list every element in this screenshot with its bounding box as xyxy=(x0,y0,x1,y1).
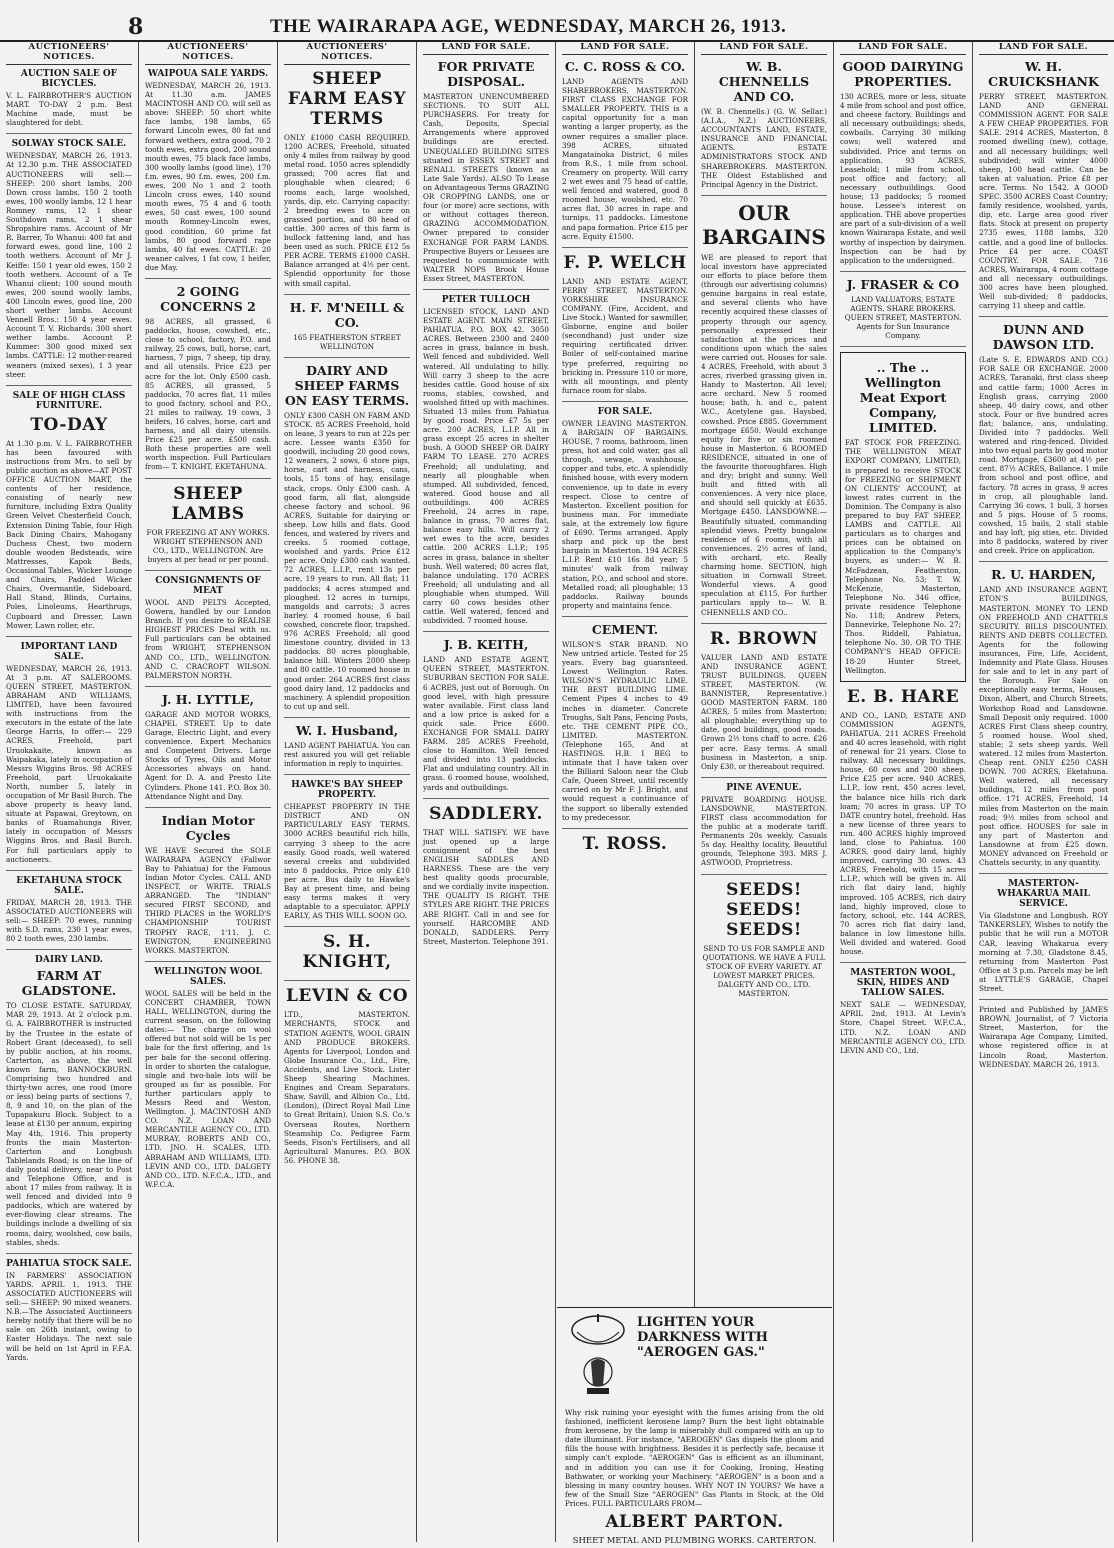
ad-heading: SHEEP LAMBS xyxy=(171,483,245,524)
ad xyxy=(562,253,688,402)
ad xyxy=(284,932,410,981)
ad-heading: Indian Motor Cycles xyxy=(161,812,255,843)
ad-body: 98 ACRES, all grassed, 6 paddocks, house, cowshed, etc., close to school, factory, P.O. and railway, 25 cows, bull, horse, cart, harness, 7 pigs, 7 sheep, tip dray, and all utensils. Price £23 per acre for the lot. Only £500 cash. 85 ACRES, all grassed, 5 paddocks, 70 acres flat, 11 miles to good factory, school and P.O., 21 miles to railway. 19 cows, 3 heifers, 16 calves, horse, cart and harness, and all dairy utensils. Price £25 per acre. £500 cash. Both these properties are well worth inspection. Full Particulars from— T. KNIGHT, EKETAHUNA. xyxy=(145,316,271,472)
ad-headline: TO-DAY xyxy=(30,414,108,435)
ad-body: CHEAPEST PROPERTY IN THE DISTRICT AND ON PARTICULARLY EASY TERMS. 3000 ACRES beautiful rich hills, carrying 3 sheep to the acre easily. Good roads, well watered several creeks and subdivided into 8 paddocks. Price only £10 per acre. Bus daily to Hawke's Bay at present time, and being easy terms makes it very adaptable to a speculator. APPLY EARLY, AS THIS WILL SOON GO. xyxy=(284,802,410,921)
aerogen-headline: LIGHTEN YOUR DARKNESS WITH "AEROGEN GAS." xyxy=(637,1315,768,1360)
ad xyxy=(145,69,271,279)
ad xyxy=(145,284,271,479)
ad-body: WOOL SALES will be held in the CONCERT CHAMBER, TOWN HALL, WELLINGTON, during the current season, on the following dates:— The charge on wool offered but not sold will be 1s per bale for the first offering, and 1s per bale for the second offering. In order to shorten the catalogue, single and two-bale lots will be grouped as far as possible. For further particulars apply to Messrs Reed and Weston, Wellington. J. MACINTOSH AND CO. N.Z. LOAN AND MERCANTILE AGENCY CO., LTD. MURRAY, ROBERTS AND CO., LTD. JNO. H. SCALES, LTD. ABRAHAM AND WILLIAMS, LTD. LEVIN AND CO., LTD. DALGETY AND CO., LTD. N.F.C.A., LTD., and W.F.C.A. xyxy=(145,988,271,1189)
ad-body: WE HAVE Secured the SOLE WAIRARAPA AGENCY (Fallwor Bay to Pahiatua) for the Famous Indian Motor Cycles. CALL AND INSPECT, or WRITE. TRIALS ARRANGED. The "INDIAN" secured FIRST SECOND, and THIRD PLACES in the WORLD'S CHAMPIONSHIP TOURIST TROPHY RACE, 1'11. J. C. EWINGTON, ENGINEERING WORKS. MASTERTON. xyxy=(145,845,271,955)
ad xyxy=(284,723,410,775)
masthead xyxy=(0,0,1114,42)
column-3 xyxy=(278,42,417,1542)
ad-body: NEXT SALE — WEDNESDAY, APRIL 2nd, 1913. At Levin's Store, Chapel Street. W.F.C.A., LTD. N.Z. LOAN AND MERCANTILE AGENCY CO., LTD. LEVIN AND CO., Ltd. xyxy=(840,1000,966,1055)
ad-body: WEDNESDAY, MARCH 26, 1913. At 3 p.m. AT SALEROOMS. QUEEN STREET, MASTERTON. ABRAHAM AND WILLIAMS, LIMITED, have been favoured with instructions from the executors in the estate of the late George Harris, to offer:— 229 ACRES, Freehold, part Uruokakaite, known as Waipakaka, lately in occupation of Messrs Wiggins Bros. 98 ACRES Freehold, part Uruokakaite North, number 5, lately in occupation of Mr Basil Burch. The above property is heavy land, situate at Papawai, Greytown, on banks of Ruamahunga River, lately in occupation of Messrs Wiggins Bros. and Basil Burch. For full particulars apply to auctioneers. xyxy=(6,663,132,864)
ad-body: LAND AND INSURANCE AGENT, ETON'S BUILDINGS, MASTERTON. MONEY TO LEND ON FREEHOLD AND CHATTELS SECURITY. BILLS DISCOUNTED. RENTS AND DEBTS COLLECTED. Agents for the following insurances, Fire, Life, Accident, Indemnity and Plate Glass. Houses for sale and to let in any part of the Borough. For Sale on exceptionally easy terms, Houses, Dixon, Albert, and Church Streets, Workshop Road and Lansdowne. Small Deposit only required. 1000 ACRES First Class sheep country, 5 roomed house. Wool shed, stable; 2 sets sheep yards. Well watered. 12 miles from Masterton. Cheap rent. ONLY £250 CASH DOWN. 700 ACRES, Eketahuna. Well watered, all necessary buildings, 12 miles from post office. 171 ACRES, Freehold, 14 miles from Masterton on the main road; 9½ miles from school and post office. HOUSES for sale in any part of Masterton and Lansdowne at from £25 down. MONEY advanced on Freehold or Chattels security, in any quantity. xyxy=(979,585,1108,868)
ad xyxy=(284,986,410,1171)
ad-heading: IMPORTANT LAND SALE. xyxy=(20,641,118,662)
aerogen-ad xyxy=(557,1307,832,1547)
ad-heading: PINE AVENUE. xyxy=(726,782,802,793)
ad-heading: C. C. ROSS & CO. xyxy=(564,59,686,74)
aerogen-signature: ALBERT PARTON. xyxy=(605,1512,784,1533)
ad-heading: .. The .. Wellington Meat Export Company, LIMITED. xyxy=(859,360,947,436)
ad-heading: J. H. LYTTLE, xyxy=(162,691,254,707)
column-header: AUCTIONEERS' NOTICES. xyxy=(284,42,410,65)
ad-heading: FOR SALE. xyxy=(597,406,653,417)
ad-body: FRIDAY, MARCH 28, 1913. THE ASSOCIATED AUCTIONEERS will sell:— SHEEP: 70 ewes, running with S.D. rams, 230 1 year ewes, 80 2 tooth ewes, 230 lambs. xyxy=(6,897,132,944)
ad-heading: GOOD DAIRYING PROPERTIES. xyxy=(842,59,964,89)
ad-body: TO CLOSE ESTATE. SATURDAY, MAR 29, 1913. At 2 o'clock p.m. G. A. FAIRBROTHER is instructed by the Trustee in the estate of Robert Grant (deceased), to sell by public auction, at his rooms, Carterton, as above, the well known farm, BANNOCKBURN. Comprising two hundred and thirty-two acres, one rood (more or less) being parts of sections 7, 8, 9 and 10, on the plan of the Tupapakuru Block. Subject to a lease at £130 per annum, expiring May 4th, 1916. This property fronts the main Masterton-Carterton and Longbush Tablelands Road; is on the line of daily postal delivery, near to Post and Telephone Office, and is about 17 miles from railway. It is well fenced and divided into 9 paddocks, which are watered by ever-flowing clear streams. The buildings include a dwelling of six rooms, dairy, woolshed, cow bails, stables, sheds. xyxy=(6,1001,132,1247)
ad-heading: EKETAHUNA STOCK SALE. xyxy=(16,875,122,896)
ad xyxy=(284,780,410,927)
ad-heading: WAIPOUA SALE YARDS. xyxy=(147,69,269,79)
ad-heading: FOR PRIVATE DISPOSAL. xyxy=(437,59,535,89)
ad-body: WILSON'S STAR BRAND. NO New untried article. Tested for 25 years. Every bag guaranteed. Lowest Wellington Rates. WILSON'S HYDRAULIC LIME. THE BEST BUILDING LIME. Cement Pipes 4 inches to 49 inches in diameter. Concrete Troughs, Salt Pans, Fencing Posts, etc. THE CEMENT PIPE CO., LIMITED. MASTERTON. (Telephone 165, And at HASTINGS. H.B. I BEG to intimate that I have taken over the Billiard Saloon near the Club Cafe, Queen Street, until recently carried on by Mr F. J. Bright, and would request a continuance of the support so liberally extended to my predecessor. xyxy=(562,639,688,822)
ad xyxy=(562,622,688,829)
column-8 xyxy=(973,42,1114,1542)
ad xyxy=(423,295,549,632)
ad-body: (Late S. E. EDWARDS AND CO.) FOR SALE OR EXCHANGE. 2000 ACRES, Taranaki, first class sheep and cattle farm; 1000 Acres in English grass, carrying 2000 sheep, 40 dairy cows, and other stock. Four or five hundred acres flat; balance, ans, undulating. Divided into 7 paddocks. Well watered and ring-fenced. Divided into two equal parts by good motor road. Mortgage, £3600 at 4½ per cent. 87½ ACRES, Ballance. 1 mile from school and post office, and factory. 78 acres in grass, 9 acres in crop, all ploughable land. Carrying 36 cows, 1 bull, 3 horses and 5 pigs. House of 5 rooms, cowshed, 15 bails, 2 stall stable and hay loft, pig sties, etc. Divided into 8 paddocks, watered by river and creek. Price on application. xyxy=(979,355,1108,556)
column-header: LAND FOR SALE. xyxy=(423,42,549,55)
ad xyxy=(145,576,271,687)
ad xyxy=(6,955,132,1254)
ad-body: OWNER LEAVING MASTERTON. A BARGAIN OF BARGAINS. HOUSE, 7 rooms, bathroom, linen press, hot and cold water, gas all through, sewage, washhouse, copper and tubs, etc. A splendidly finished house, with every modern convenience, up to date in every respect. Close to centre of Masterton. Excellent position for business man. For immediate sale, at the extremely low figure of £690. Terms arranged. Apply sharp and pick up the best bargain in Masterton. 194 ACRES L.I.P. Rent £10 16s 8d year; 5 minutes' walk from railway station, P.O., and school and store. Metalled road; all ploughable; 13 paddocks. Railway bounds property and maintains fence. xyxy=(562,418,688,610)
ad-body: LICENSED STOCK, LAND AND ESTATE AGENT. MAIN STREET, PAHIATUA. P.O. BOX 42. 3050 ACRES. Between 2300 and 2400 acres in grass, balance in bush. Well fenced and subdivided. Well watered. All undulating to hilly. Will carry 3 sheep to the acre besides cattle. Good house of six rooms, stables, cowshed, and woolshed fitted up with machines. Situated 13 miles from Pahiatua by good road. Price £7 5s per acre. 200 ACRES, L.I.P. All in grass except 25 acres in shelter bush. A GOOD SHEEP OR DAIRY FARM TO LEASE. 270 ACRES Freehold; all undulating, and nearly all ploughable when stumped. All subdivided, fenced, watered. Good house and all outbuildings. 400 ACRES Freehold, 24 acres in rape, balance in grass, 70 acres flat, balance easy hills. Will carry 2 wet ewes to the acre, besides cattle. 200 ACRES L.I.P.; 195 acres in grass, balance in shelter bush. Well watered; 80 acres flat, balance undulating. 170 ACRES Freehold; all undulating and all ploughable when stumped. Will carry 60 cows besides other cattle. Well watered, fenced and subdivided. 7 roomed house. xyxy=(423,306,549,626)
ad-heading: MASTERTON-WHAKARUA MAIL SERVICE. xyxy=(997,879,1090,910)
ad-heading: MASTERTON WOOL, SKIN, HIDES AND TALLOW SALES. xyxy=(850,968,956,999)
ad xyxy=(145,484,271,571)
ad-heading: WELLINGTON WOOL SALES. xyxy=(154,966,262,987)
ad-heading: H. F. M'NEILL & CO. xyxy=(289,299,405,330)
ad-body: 130 ACRES, more or less, situate 4 mile from school and post office, and cheese factory. Buildings and all necessary outbuildings; sheds, cowbails. Carrying 30 milking cows; well watered and subdivided. Price and terms on application. 93 ACRES, Leasehold; 1 mile from school, post office and factory; all necessary outbuildings. Good house; 13 paddocks; 5 roomed house. Lessee's interest on application. THE above properties are part of a sub-division of a well known Wairarapa Estate, and well worthy of inspection by dairymen. Inspection can be had by application to the undersigned. xyxy=(840,92,966,265)
ad xyxy=(979,1005,1108,1075)
ad xyxy=(145,813,271,962)
aerogen-signature-sub: SHEET METAL AND PLUMBING WORKS. CARTERTON. xyxy=(572,1536,817,1547)
ad-body: IN FARMERS' ASSOCIATION YARDS. APRIL 1, 1913. THE ASSOCIATED AUCTIONEERS will sell:— SHEEP: 90 mixed weaners. N.B.—The Associated Auctioneers hereby notify that there will be no sale on 26th instant, owing to Easter Holidays. The next sale will be held on 1st April in F.F.A. Yards. xyxy=(6,1270,132,1362)
ad-body: LAND AND ESTATE AGENT, PERRY STREET, MASTERTON. YORKSHIRE INSURANCE COMPANY. (Fire, Accident, and Live Stock.) Wanted for sawmiller, Gisborne, engine and boiler (secondhand) just under size requiring certificated driver. Boiler of self-contained marine type preferred, requiring no bricking in. Pressure 110 or more, with all mountings, and plenty furnace room for slabs. xyxy=(562,276,688,395)
column-header: AUCTIONEERS' NOTICES. xyxy=(145,42,271,65)
ad-heading: SADDLERY. xyxy=(429,803,543,824)
ad-body: Via Gladstone and Longbush. ROY TANKERSLEY, Wishes to notify the public that he will run a MOTOR CAR, leaving Whakarua every morning at 7.30, Gladstone 8.45, returning from Masterton Post Office at 3 p.m. Parcels may be left at LYTTLE'S GARAGE, Chapel Street. xyxy=(979,911,1108,993)
ad xyxy=(840,687,966,964)
column-header: LAND FOR SALE. xyxy=(562,42,688,55)
ad xyxy=(840,968,966,1061)
ad-heading: PETER TULLOCH xyxy=(441,294,531,305)
lamp-row xyxy=(557,1308,832,1406)
ad-heading: DUNN AND DAWSON LTD. xyxy=(992,322,1095,353)
ad-body: MASTERTON UNENCUMBERED SECTIONS. TO SUIT ALL PURCHASERS. For treaty for Cash, Deposits, Special Arrangements where approved buildings are erected. UNEQUALLED BUILDING SITES situated in ESSEX STREET and RENALL STREETS (known as Late Sale Yards). ALSO To Lease on Advantageous Terms GRAZING OR CROPPING LANDS, one or four (or more) acre sections, with or without cottages thereon. GRAZING ACCOMMODATION. Owner prepared to consider EXCHANGE FOR FARM LANDS. Prospective Buyers or Lessees are requested to communicate with WALTER NOPS Brook House Essex Street, MASTERTON. xyxy=(423,92,549,283)
column-header: LAND FOR SALE. xyxy=(979,42,1108,55)
column-header: LAND FOR SALE. xyxy=(840,42,966,55)
ad xyxy=(701,783,827,875)
ad-body: SEND TO US FOR SAMPLE AND QUOTATIONS. WE HAVE A FULL STOCK OF EVERY VARIETY. AT LOWEST MARKET PRICES. DALGETY AND CO., LTD. MASTERTON. xyxy=(702,943,826,999)
ad xyxy=(701,629,827,778)
ad xyxy=(423,59,549,290)
ad-body: ONLY £1000 CASH REQUIRED. 1200 ACRES, Freehold, situated only 4 miles from railway by good metal road. 1050 acres splendidly grassed; 700 acres flat and ploughable when cleared; 6 rooms each, large woolshed, yards, dip, etc. Carrying capacity: 2 breeding ewes to acre on grassed portion, and 80 head of cattle. 300 acres of this farm is bullock fattening land, and has been used as such. PRICE £12 5s PER ACRE. TERMS £1000 CASH. Balance arranged at 4½ per cent. Splendid opportunity for those with small capital. xyxy=(284,133,410,288)
ad-heading: CONSIGNMENTS OF MEAT xyxy=(155,575,261,596)
ad-body: GARAGE AND MOTOR WORKS, CHAPEL STREET. Up to date Garage, Electric Light, and every convenience. Expert Mechanics and Competent Drivers. Large Stocks of Tyres, Oils and Motor Accessories always on hand. Agent for D. A. and Presto Lite Cylinders. Phone 141. P.O. Box 30. Attendance Night and Day. xyxy=(145,709,271,801)
ad-body: (W. B. Chennells.) (G. W. Sellar.) (A.I.A., N.Z.) AUCTIONEERS, ACCOUNTANTS LAND, ESTATE, INSURANCE AND FINANCIAL AGENTS. ESTATE ADMINISTRATORS STOCK AND SHAREBROKERS. MASTERTON. THE Oldest Established and Principal Agency in the District. xyxy=(701,107,827,189)
ad-heading: HAWKE'S BAY SHEEP PROPERTY. xyxy=(291,780,403,801)
ad xyxy=(284,300,410,358)
ad-heading: OUR BARGAINS xyxy=(702,200,826,249)
ad-body: WE are pleased to report that local investors have appreciated our efforts to place before them (through our advertising columns) genuine bargains in real estate, and several clients who have recently acquired these classes of property through our agency, personally expressed their satisfaction at the prices and conditions upon which the sales were carried out. Houses for sale. 4 ACRES, Freehold, with about 3 acres, riverbed grassing given in. Handy to Masterton. All level; acre orchard. New 5 roomed house; bath, h. and c., patent W.C., Acetylene gas. Haysbed, cowshed. Price £885. Government mortgage £650. Would exchange equity for five or six roomed house in Masterton. 6 ROOMED RESIDENCE, situated in one of the favourite thoroughfares. High and dry; bright and sunny. Well built and fitted with all conveniences. A very nice place, and should sell quickly at £635. Mortgage £450. LANSDOWNE.—Beautifully situated, commanding splendid views. Pretty bungalow residence of 6 rooms, with all conveniences. 2½ acres of land, with orchard, etc. Really charming home. SECTION, high situation in Cornwall Street. Wonderful views. A good speculation at £115. For further particulars apply to— W. B. CHENNELLS AND CO.. xyxy=(701,252,827,617)
ad-body: 165 FEATHERSTON STREET WELLINGTON xyxy=(293,332,401,351)
ad-body: PERRY STREET, MASTERTON. LAND AND GENERAL COMMISSION AGENT. FOR SALE A FEW CHEAP PROPERTIES. FOR SALE. 2914 ACRES, Masterton, 8 roomed dwelling (new), cottage, and all necessary buildings; well subdivided; will winter 4000 sheep, 100 head cattle. Can be taken at valuation. Price £8 per acre. Terms. No 1542. A GOOD SPEC. 3500 ACRES Coast Country; family residence, woolshed, yards, dip, etc. Large area good river flats. Stock at present on property 2735 ewes, 1188 lambs, 320 cattle, and a good line of bullocks. Price £4 per acre. COAST COUNTRY. FOR SALE. 716 ACRES, Wairarapa, 4 room cottage and all necessary outbuildings. 300 acres have been ploughed. Well sub-divided; 8 paddocks, carrying 11 sheep and cattle. xyxy=(979,92,1108,311)
column-header: LAND FOR SALE. xyxy=(701,42,827,55)
ad-heading: E. B. HARE xyxy=(846,686,960,707)
ad-body: LAND AND ESTATE AGENT, QUEEN STREET, MASTERTON. SUBURBAN SECTION FOR SALE. 6 ACRES, just out of Borough. On good level, with high pressure water available. First class land and a low price is asked for a quick sale. Price £600. EXCHANGE FOR SMALL DAIRY FARM. 285 ACRES Freehold, close to Hamilton. Well fenced and divided into 13 paddocks. Flat and undulating country. All in grass. 6 roomed house, woolshed, yards and outbuildings. xyxy=(423,655,549,792)
ad-heading: F. P. WELCH xyxy=(563,252,687,273)
ad-heading: W. H. CRUICKSHANK xyxy=(988,59,1099,89)
column-1 xyxy=(0,42,139,1542)
imprint: Printed and Published by JAMES BROWN, Journalist, of 7 Victoria Street, Masterton, for the Wairarapa Age Company, Limited, whose registered office is at Lincoln Road, Masterton. WEDNESDAY, MARCH 26, 1913. xyxy=(979,1005,1108,1069)
ad-heading: W. I. Husband, xyxy=(295,722,399,738)
ad-body: FOR FREEZING AT ANY WORKS. WRIGHT STEPHENSON AND CO., LTD., WELLINGTON. Are buyers at per head or per pound. xyxy=(146,527,270,564)
ad xyxy=(6,876,132,950)
ad-body: THAT WILL SATISFY. WE have just opened up a large consignment of the best ENGLISH SADDLES AND HARNESS. These are the very best quality goods procurable, and we cordially invite inspection. THE QUALITY IS RIGHT. THE STYLES ARE RIGHT. THE PRICES ARE RIGHT. Call in and see for yourself. HARCOMBE AND DONALD, SADDLERS. Perry Street, Masterton. Telephone 391. xyxy=(423,827,549,946)
ad-body: ONLY £300 CASH ON FARM AND STOCK. 85 ACRES Freehold, hold on lease, 3 years to run at 22s per acre. Lessee wants £350 for goodwill, including 20 good cows, 12 weaners, 2 sows, 6 store pigs, horse, cart and harness, cans, tools, 15 tons of hay, ensilage stack, crops. Only £300 cash. A good farm, all flat, alongside cheese factory and school. 96 ACRES, Suitable for dairying or sheep. Low hills and flats. Good fences, and watered by rivers and creeks. 5 roomed cottage, woolshed and yards. Price £12 per acre. Only £300 cash wanted. 72 ACRES, L.I.P., rent 13s per acre, 19 years to run. All flat; 11 paddocks; 4 acres stumped and ploughed. 12 acres in turnips, mangolds and carrots; 3 acres barley. 4 roomed house, 6 bail cowshed, concrete floor, trapshed. 976 ACRES Freehold; all good limestone country, divided in 13 paddocks. 80 acres ploughable, balance hill. Winters 2000 sheep and 80 cattle. 10 roomed house in good order. 264 ACRES first class good dairy land, 12 paddocks and machinery. A splendid proposition to cut up and sell. xyxy=(284,410,410,711)
ad xyxy=(6,139,132,385)
column-7 xyxy=(834,42,973,1542)
ad-heading: CEMENT. xyxy=(591,621,659,637)
ad-heading: R. BROWN xyxy=(710,628,818,649)
ad xyxy=(6,391,132,637)
ad xyxy=(423,804,549,952)
page-columns xyxy=(0,42,1114,1548)
ad-heading: 2 GOING CONCERNS 2 xyxy=(160,283,256,314)
ad-heading: T. ROSS. xyxy=(582,833,668,854)
ad xyxy=(979,59,1108,317)
ad xyxy=(701,201,827,624)
aerogen-body: Why risk ruining your eyesight with the fumes arising from the old fashioned, inefficient kerosene lamp? Burn the best light obtainable from kerosene, by the lamp is miserably dull compared with an up to date illuminant. For instance, "AEROGEN" Gas dispels the gloom and fills the house with brightness. Besides it is perfectly safe, because it simply can't explode. "AEROGEN" Gas is efficient as an illuminant, and in addition you can use it for Cooking, Ironing, Heating Bathwater, or working your Machinery. "AEROGEN" is a boon and a blessing in many country houses. WHY NOT IN YOURS? We have a few of the Small Size "AEROGEN" Gas Plants in Stock, at the Old Prices. FULL PARTICULARS FROM— xyxy=(565,1408,824,1508)
ad xyxy=(423,637,549,798)
ad-heading: DAIRY LAND. xyxy=(35,955,103,966)
ad xyxy=(840,59,966,272)
ad-body: WEDNESDAY, MARCH 26, 1913. At 12.30 p.m. THE ASSOCIATED AUCTIONEERS will sell:— SHEEP: 200 short lambs, 200 Down cross lambs, 150 2 tooth ewes, 100 woolly lambs, 12 1 hear Romney rams, 12 1 shear Southdown rams, 2 1 shear Shropshire rams. Account of Mr R. Barrer, To Whanui: 400 fat and forward ewes, good line, 100 2 tooth wethers. Account of Mr J. Keiffe: 150 1 year old ewes, 150 2 tooth wethers. Account of a Te Whanui client: 100 sound mouth ewes, 200 sound woolly lambs, 400 Lincoln ewes, good line, 200 short wether lambs. Account Vennell Bros.: 150 4 year ewes. Account T. V. Richards: 300 short wether lambs. Account P. Kummer: 300 good mixed sex lambs. CATTLE: 12 mother-reared weaners (mixed sexes), 1 3 year steer. xyxy=(6,151,132,379)
ad-body: V. L. FAIRBROTHER'S AUCTION MART. TO-DAY 2 p.m. Best Machine made, must be slaughtered for debt. xyxy=(6,91,132,128)
ad xyxy=(701,59,827,196)
newspaper-title: THE WAIRARAPA AGE, WEDNESDAY, MARCH 26, 1913. xyxy=(270,16,787,37)
ad-body: PRIVATE BOARDING HOUSE. LANSDOWNE, MASTERTON. FIRST class accommodation for the public at a moderate tariff. Permanents 20s weekly. Casuals 5s day. Healthy locality, Beautiful grounds, Telephone 393. MRS J. ASTWOOD, Proprietress. xyxy=(701,794,827,868)
page-number: 8 xyxy=(128,14,144,40)
ad-heading: PAHIATUA STOCK SALE. xyxy=(6,1258,132,1269)
ad-heading: S. H. KNIGHT, xyxy=(302,932,392,973)
ad-heading: J. B. KEITH, xyxy=(443,637,529,653)
ad-heading: SEEDS! SEEDS! SEEDS! xyxy=(726,879,802,940)
ad xyxy=(562,407,688,617)
ad-heading: SOLWAY STOCK SALE. xyxy=(11,139,127,150)
ad xyxy=(979,879,1108,1000)
ad xyxy=(562,59,688,248)
ad-heading: AUCTION SALE OF BICYCLES. xyxy=(20,69,118,89)
ad-body: AND CO., LAND, ESTATE AND COMMISSION AGENTS, PAHIATUA. 211 ACRES Freehold and 40 acres leasehold, with right of renewal for 21 years. Close to railway. All necessary buildings, house, 60 cows and 200 sheep. Price £25 per acre. 940 ACRES, L.I.P., low rent, 450 acres level, the balance nice hills rich dark loam; 70 acres in grass. UP TO DATE country hotel, freehold. Has a new license of three years to run. 400 ACRES highly improved land, close to Pahiatua. 100 ACRES, good dairy land, highly improved, carrying 30 cows. 43 ACRES, Freehold, with 15 acres L.I.P., which will be given in. All rich flat dairy land, highly improved. 105 ACRES, rich dairy land, highly improved, close to factory, school, etc. 144 ACRES, 70 acres rich flat dairy land, balance in low limestone hills. Well divided and watered. Good house. xyxy=(840,710,966,957)
ad xyxy=(979,567,1108,874)
ad-heading: W. B. CHENNELLS AND CO. xyxy=(718,59,810,104)
ad xyxy=(145,692,271,808)
ad-heading: DAIRY AND SHEEP FARMS ON EASY TERMS. xyxy=(284,362,410,408)
ad-body: LAND AGENT PAHIATUA. You can rest assured you will get reliable information in reply to inquiries. xyxy=(284,740,410,769)
ad-body: WOOL AND PELTS Accepted, Gowera, handled by our London Branch. If you desire to REALISE HIGHEST PRICES Deal with us. Full particulars can be obtained from WRIGHT, STEPHENSON AND CO., LTD., WELLINGTON. AND C. CRACROFT WILSON. PALMERSTON NORTH. xyxy=(145,597,271,680)
column-4 xyxy=(417,42,556,1542)
ad-heading: LEVIN & CO xyxy=(285,986,409,1007)
ad xyxy=(979,322,1108,562)
ad xyxy=(6,1259,132,1368)
ad-boxed xyxy=(840,352,966,681)
ad-body: LAND VALUATORS, ESTATE AGENTS, SHARE BROKERS. QUEEN STREET, MASTERTON. Agents for Sun Insurance Company. xyxy=(844,294,962,341)
column-header: AUCTIONEERS' NOTICES. xyxy=(6,42,132,65)
ad xyxy=(840,277,966,347)
ad xyxy=(6,642,132,871)
ad-body: VALUER LAND AND ESTATE AND INSURANCE AGENT. TRUST BUILDINGS. QUEEN STREET, MASTERTON. (W. BANNISTER, Representative.) GOOD MASTERTON FARM. 180 ACRES, 5 miles from Masterton; all ploughable; everything up to date, good buildings, good roads. Grown 2½ tons chaff to acre. £26 per acre. Easy terms. A small business in Masterton, a snip. Only £30, or thereabout required. xyxy=(701,652,827,771)
ad-headline: FARM AT GLADSTONE. xyxy=(21,968,117,999)
ad-heading: SHEEP FARM EASY TERMS xyxy=(287,69,407,129)
ad-heading: R. U. HARDEN, xyxy=(991,567,1096,583)
ad xyxy=(284,363,410,718)
gas-lamp-illustration-icon xyxy=(563,1312,633,1402)
ad-heading: SALE OF HIGH CLASS FURNITURE. xyxy=(12,390,126,411)
ad xyxy=(284,69,410,295)
ad-body: LAND AGENTS AND SHAREBROKERS, MASTERTON. FIRST CLASS EXCHANGE FOR SMALLER PROPERTY. THIS is a capital opportunity for a man wanting a larger property, as the owner requires a smaller place. 398 ACRES, situated Mangatainoka District, 6 miles from R.S., 1 mile from school. Creamery on property. Will carry 2 wet ewes and 75 head of cattle, well fenced and watered, good 8 roomed house, woolshed, etc. 70 acres flat, 30 acres in rape and turnips, 11 paddocks. Limestone and papa formation. Price £15 per acre. Equity £1500. xyxy=(562,77,688,241)
ad-body: FAT STOCK FOR FREEZING. THE WELLINGTON MEAT EXPORT COMPANY, LIMITED, is prepared to receive STOCK for FREEZING or SHIPMENT ON CLIENTS' ACCOUNT, at lowest rates current in the Dominion. The Company is also prepared to buy FAT SHEEP, LAMBS and CATTLE. All particulars as to charges and prices can be obtained on application to the Company's buyers, as under:— W. B. McFadzean, Featherston, Telephone No. 53; T. W. McKenzie, Masterton, Telephone No. 346 office, private residence Telephone No. 118; Andrew Peters, Dannevirke, Telephone No. 27; Thos. Riddell, Pahiatua, telephone No. 30. OR TO THE COMPANY'S HEAD OFFICE: 18-20 Hunter Street, Wellington. xyxy=(845,438,961,675)
ad xyxy=(6,69,132,134)
column-2 xyxy=(139,42,278,1542)
ad-body: At 1.30 p.m. V. L. FAIRBROTHER has been favoured with instructions from Mrs. to sell by public auction as above—AT POST OFFICE AUCTION MART, the contents of her residence, consisting of nearly new furniture, including Extra Quality Green Velvet Chesterfield Couch, Extension Dining Table, four High Back Dining Chairs, Mahogany Duchess Chest, two modern double wooden Bedsteads, wire Mattresses, Kapok Beds, Occasional Tables, Wicker Lounge and Chairs, Padded Wicker Chairs, Overmantle, Sideboard, Hall Stand, Blinds, Curtains, Poles, Linoleums, Hearthrugs, Cupboard and Dresser, Lawn Mower, Lawn roller, etc. xyxy=(6,438,132,630)
ad xyxy=(145,967,271,1195)
ad xyxy=(701,880,827,1005)
ad xyxy=(562,834,688,862)
ad-heading: J. FRASER & CO xyxy=(846,276,960,292)
ad-body: LTD., MASTERTON. MERCHANTS, STOCK and STATION AGENTS, WOOL GRAIN AND PRODUCE BROKERS. Agents for Liverpool, London and Globe Insurance Co., Ltd., Fire, Accidents, and Live Stock. Lister Sheep Shearing Machines. Engines and Cream Separators. Shaw, Savill, and Albion Co., Ltd. (London), (Direct Royal Mail Line to Great Britain). Union S.S. Co.'s Overseas Routes, Northern Steamship Co. Pedigree Farm Seeds, Fison's Fertilisers, and all Agricultural Manures. P.O. BOX 56. PHONE 38. xyxy=(284,1010,410,1165)
ad-body: WEDNESDAY, MARCH 26, 1913. At 11.30 a.m. JAMES MACINTOSH AND CO. will sell as above: SHEEP: 50 short white face lambs, 198 lambs, 65 forward Lincoln ewes, 80 fat and forward wethers, extra good, 70 2 tooth ewes, extra good, 200 sound mouth ewes, 75 black face lambs, 300 woolly lambs (good line), 170 f.m. ewes, 90 f.m. ewes, 200 f.m. ewes, 200 No 1 and 2 tooth Lincoln cross ewes, 140 sound mouth ewes, 75 4 and 6 tooth ewes, 50 cast ewes, 100 sound mouth Romney-Lincoln ewes, good condition, 60 prime fat lambs, 80 good forward rape lambs, 40 fat ewes. CATTLE: 20 weaner calves, 1 fat cow, 1 heifer, due May. xyxy=(145,81,271,272)
